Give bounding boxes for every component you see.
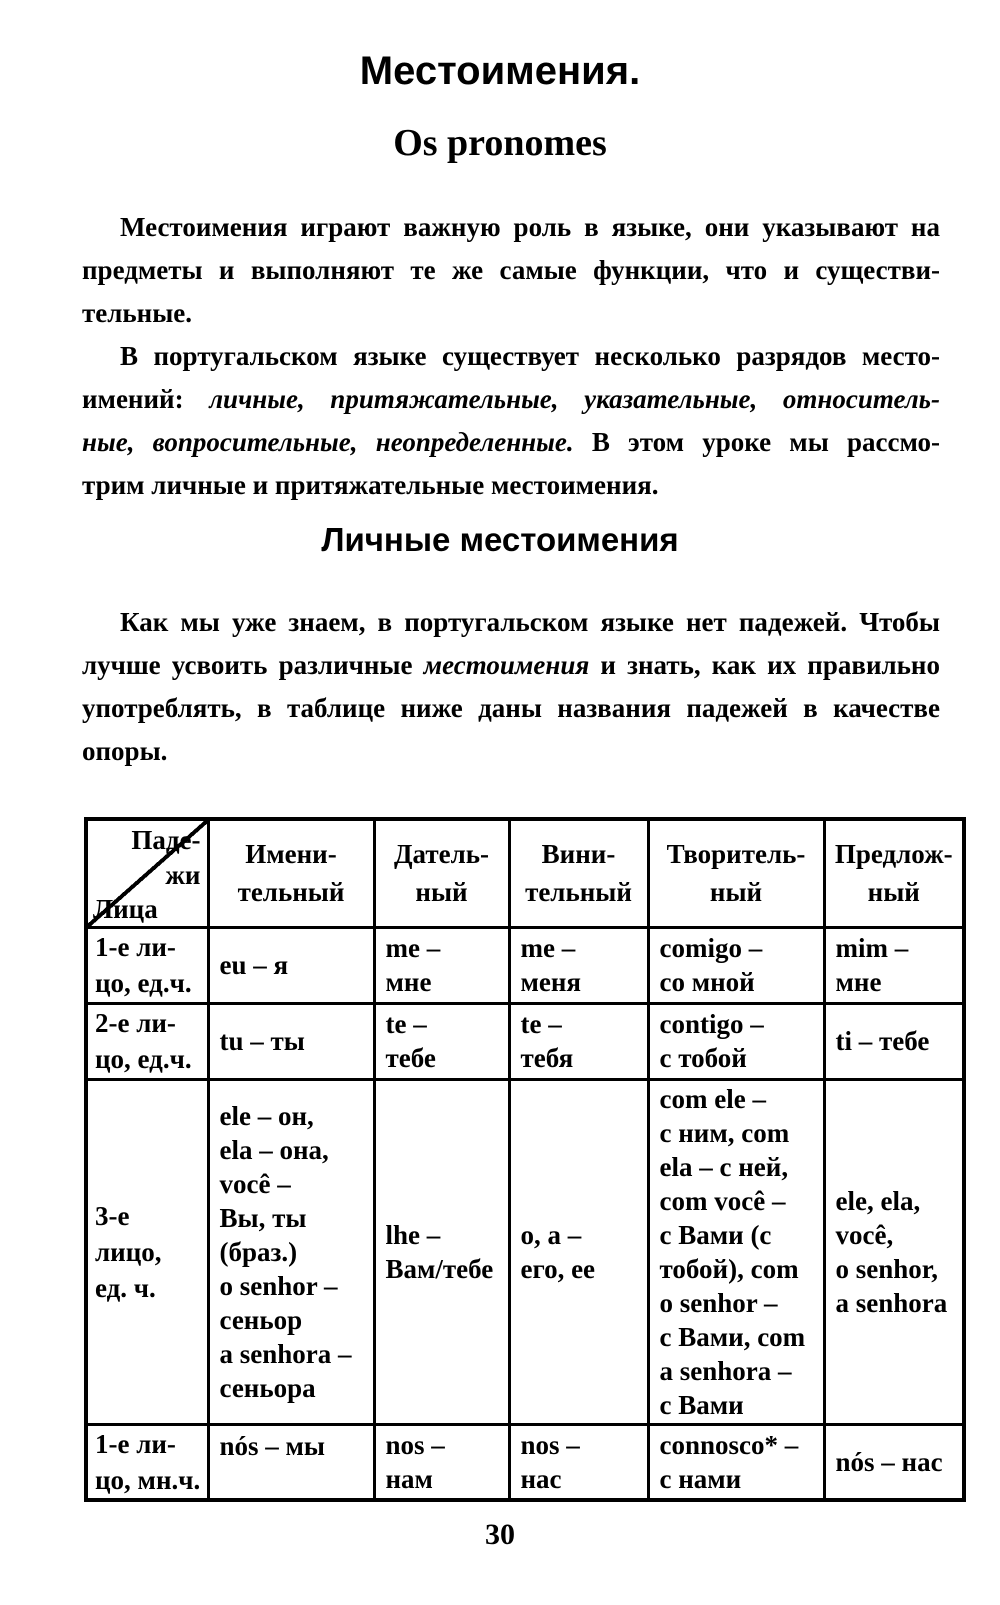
row-label: 3-е лицо, ед. ч. <box>86 1079 208 1424</box>
text-line <box>82 464 940 507</box>
text-line <box>82 292 940 335</box>
italic-text-segment: местоимения <box>423 650 590 680</box>
italic-text-segment: ные, вопросительные, неопределенные. <box>82 427 574 457</box>
text-line <box>82 335 940 378</box>
table-cell: ti – тебе <box>824 1003 964 1079</box>
table-header-row <box>86 819 964 927</box>
corner-cell-cases-persons <box>86 819 208 927</box>
corner-label-persons: Лица <box>93 894 158 924</box>
table-row <box>86 1079 964 1424</box>
text-line <box>82 421 940 464</box>
text-segment: употреблять, в таблице ниже даны названия падежей в качестве <box>82 693 940 723</box>
text-segment: предметы и выполняют те же самые функции, что и существи- <box>82 255 940 285</box>
row-label: 1-е ли- цо, ед.ч. <box>86 927 208 1003</box>
page-subtitle: Os pronomes <box>393 122 607 164</box>
paragraph-cases-note <box>82 601 940 773</box>
text-segment: и знать, как их правильно <box>589 650 940 680</box>
table-cell: tu – ты <box>208 1003 374 1079</box>
text-line <box>82 644 940 687</box>
page-title: Местоимения. <box>359 49 641 93</box>
text-segment: тельные. <box>82 298 193 328</box>
table-cell: mim – мне <box>824 927 964 1003</box>
table-cell: me – мне <box>374 927 509 1003</box>
text-segment: лучше усвоить различные <box>82 650 424 680</box>
table-cell: lhe – Вам/тебе <box>374 1079 509 1424</box>
column-header: Творитель- ный <box>648 819 824 927</box>
table-cell: te – тебе <box>374 1003 509 1079</box>
table-cell: te – тебя <box>509 1003 648 1079</box>
text-segment: В португальском языке существует несколько разрядов место- <box>120 341 940 371</box>
paragraph-pronouns-intro <box>82 206 940 335</box>
italic-text-segment: личные, притяжательные, указательные, относитель- <box>209 384 941 414</box>
text-line <box>82 378 940 421</box>
column-header: Вини- тельный <box>509 819 648 927</box>
text-line <box>82 601 940 644</box>
column-header: Датель- ный <box>374 819 509 927</box>
table-cell: o, a – его, ее <box>509 1079 648 1424</box>
corner-label-cases: Паде- жи <box>131 825 201 890</box>
text-line <box>82 687 940 730</box>
text-segment: трим личные и притяжательные местоимения. <box>82 470 659 500</box>
page-number: 30 <box>485 1517 515 1551</box>
text-segment: Как мы уже знаем, в португальском языке нет падежей. Чтобы <box>120 607 940 637</box>
paragraph-pronoun-types <box>82 335 940 507</box>
table-cell: nos – нам <box>374 1424 509 1500</box>
pronoun-table <box>84 817 966 1502</box>
table-row <box>86 1424 964 1500</box>
table-cell: nos – нас <box>509 1424 648 1500</box>
table-cell: me – меня <box>509 927 648 1003</box>
table-cell: contigo – с тобой <box>648 1003 824 1079</box>
row-label: 1-е ли- цо, мн.ч. <box>86 1424 208 1500</box>
table-cell: com ele – с ним, com ela – с ней, com você – с Вами (с тобой), com o senhor – с Вами, com a senhora – с Вами <box>648 1079 824 1424</box>
text-line <box>82 249 940 292</box>
table-cell: comigo – со мной <box>648 927 824 1003</box>
text-segment: Местоимения играют важную роль в языке, они указывают на <box>120 212 940 242</box>
column-header: Предлож- ный <box>824 819 964 927</box>
table-cell: eu – я <box>208 927 374 1003</box>
column-header: Имени- тельный <box>208 819 374 927</box>
text-segment: В этом уроке мы рассмо- <box>573 427 940 457</box>
row-label: 2-е ли- цо, ед.ч. <box>86 1003 208 1079</box>
table-row <box>86 927 964 1003</box>
text-segment: опоры. <box>82 736 168 766</box>
section-heading: Личные местоимения <box>321 521 679 558</box>
table-cell: nós – мы <box>208 1424 374 1500</box>
table-cell: ele, ela, você, o senhor, a senhora <box>824 1079 964 1424</box>
table-cell: connosco* – с нами <box>648 1424 824 1500</box>
text-line <box>82 730 940 773</box>
text-line <box>82 206 940 249</box>
table-cell: nós – нас <box>824 1424 964 1500</box>
table-row <box>86 1003 964 1079</box>
text-segment: имений: <box>82 384 210 414</box>
table-cell: ele – он, ela – она, você – Вы, ты (браз.) o senhor – сеньор a senhora – сеньора <box>208 1079 374 1424</box>
